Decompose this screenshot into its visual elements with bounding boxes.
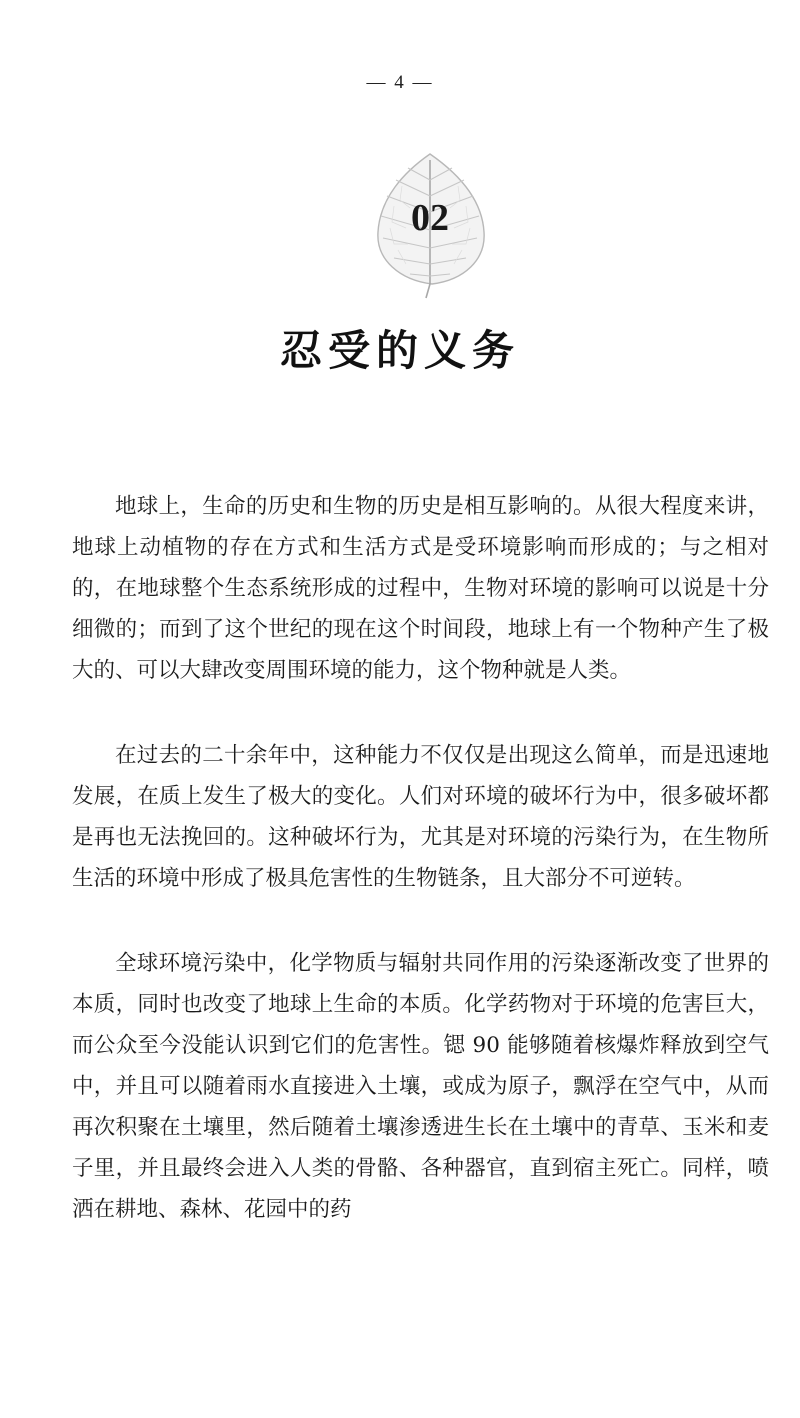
- page-number: — 4 —: [366, 72, 434, 93]
- paragraph: 全球环境污染中，化学物质与辐射共同作用的污染逐渐改变了世界的本质，同时也改变了地球上生命的本质。化学药物对于环境的危害巨大，而公众至今没能认识到它们的危害性。锶 90 能够随着核爆炸释放到空气中，并且可以随着雨水直接进入土壤，或成为原子，飘浮在空气中，从而再次积聚在土壤里，然后随着土壤渗透进生长在土壤中的青草、玉米和麦子里，并且最终会进入人类的骨骼、各种器官，直到宿主死亡。同样，喷洒在耕地、森林、花园中的药: [72, 951, 769, 1222]
- body-text: [72, 486, 769, 1274]
- paragraph: 在过去的二十余年中，这种能力不仅仅是出现这么简单，而是迅速地发展，在质上发生了极大的变化。人们对环境的破坏行为中，很多破坏都是再也无法挽回的。这种破坏行为，尤其是对环境的污染行为，在生物所生活的环境中形成了极具危害性的生物链条，且大部分不可逆转。: [72, 743, 769, 891]
- chapter-number: 02: [411, 197, 449, 239]
- paragraph: 地球上，生命的历史和生物的历史是相互影响的。从很大程度来讲，地球上动植物的存在方式和生活方式是受环境影响而形成的；与之相对的，在地球整个生态系统形成的过程中，生物对环境的影响可以说是十分细微的；而到了这个世纪的现在这个时间段，地球上有一个物种产生了极大的、可以大肆改变周围环境的能力，这个物种就是人类。: [72, 494, 769, 683]
- chapter-title: 忍受的义务: [279, 326, 520, 375]
